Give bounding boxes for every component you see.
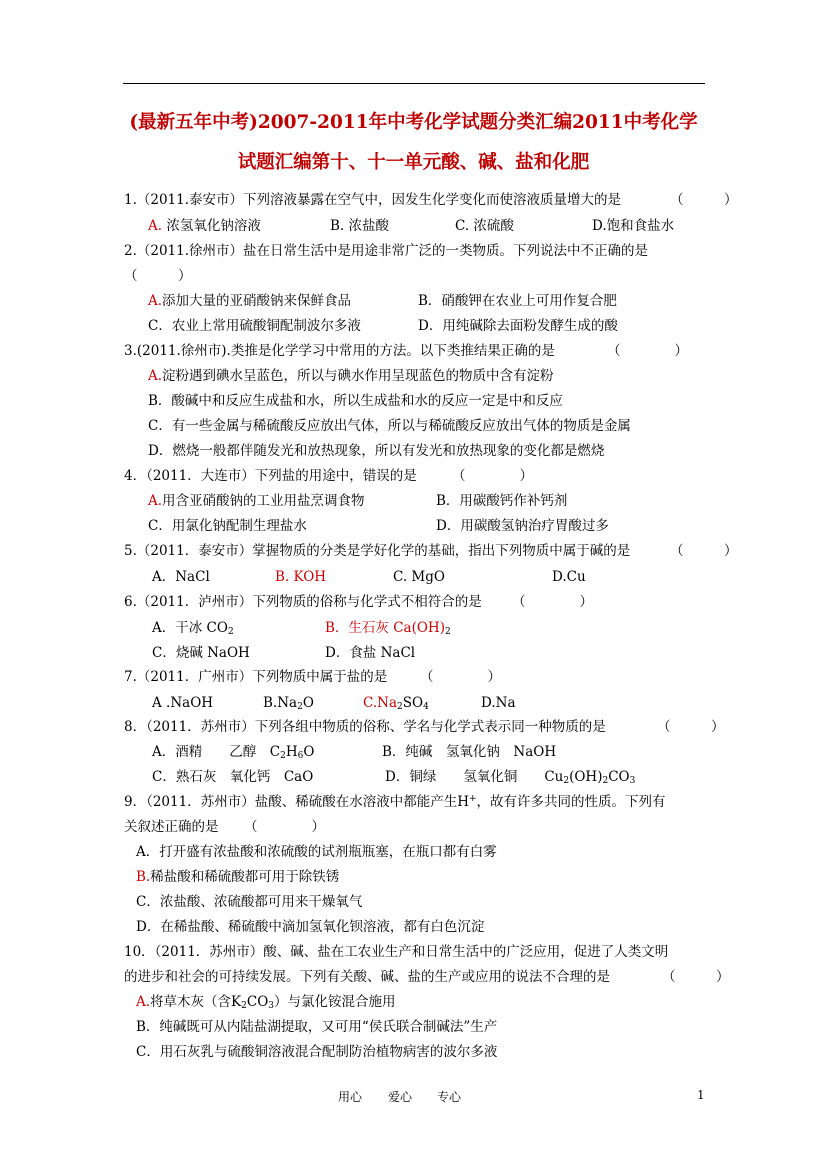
q7-answer-paren: （ ）: [420, 669, 501, 685]
q2-stem: 2.（2011.徐州市）盐在日常生活中是用途非常广泛的一类物质。下列说法中不正确的是: [124, 243, 649, 259]
q10-option-a-sub2: 3: [268, 1001, 275, 1011]
q10-option-c: C．用石灰乳与硫酸铜溶液混合配制防治植物病害的波尔多液: [136, 1044, 498, 1060]
q8-option-d-sub2: 2: [602, 776, 609, 786]
page-title-line-1: (最新五年中考)2007-2011年中考化学试题分类汇编2011中考化学: [129, 112, 698, 133]
q3-option-c: C．有一些金属与稀硫酸反应放出气体，所以与稀硫酸反应放出气体的物质是金属: [148, 418, 631, 434]
q7-option-c-text: C.Na: [363, 695, 398, 711]
q6-option-a: [152, 619, 234, 637]
q3-option-a-letter: A.: [148, 368, 163, 384]
q8-option-a-mid: H: [285, 744, 298, 760]
q2-option-d: D．用纯碱除去面粉发酵生成的酸: [418, 318, 618, 334]
footer-motto-1: 用心: [338, 1090, 363, 1104]
page-number: 1: [697, 1088, 705, 1102]
q3-option-a: [148, 367, 554, 385]
q4-stem: 4．（2011．大连市）下列盐的用途中，错误的是: [124, 468, 417, 484]
q8-option-d-sub3: 3: [629, 776, 636, 786]
q7-option-b: [263, 694, 314, 712]
q5-option-a: A．NaCl: [152, 569, 210, 585]
q6-option-c: C．烧碱 NaOH: [152, 645, 250, 661]
q8-option-d-mid: (OH): [569, 769, 603, 785]
q7-option-b-tail: O: [302, 695, 314, 711]
header-rule: [123, 83, 705, 84]
q4-option-a-letter: A.: [148, 493, 163, 509]
q1-option-a-text: 浓氢氧化钠溶液: [166, 218, 261, 234]
q9-option-b-letter: B.: [136, 869, 151, 885]
q6-option-b: [325, 619, 451, 637]
q7-option-c-sub1: 2: [397, 702, 403, 712]
q9-stem-sup: +: [468, 794, 477, 804]
q1-stem: 1.（2011.泰安市）下列溶液暴露在空气中，因发生化学变化而使溶液质量增大的是: [124, 192, 622, 208]
q9-stem-text: 9．（2011．苏州市）盐酸、稀硫酸在水溶液中都能产生H: [124, 794, 469, 810]
q10-option-a-letter: A.: [136, 994, 151, 1010]
q6-option-d: D．食盐 NaCl: [325, 645, 416, 661]
q7-option-a: A .NaOH: [152, 695, 214, 711]
page-title-line-2: 试题汇编第十、十一单元酸、碱、盐和化肥: [237, 152, 590, 173]
q8-option-a-tail: O: [303, 744, 315, 760]
q6-option-a-sub: 2: [227, 627, 234, 637]
q2-option-c: C．农业上常用硫酸铜配制波尔多液: [148, 318, 361, 334]
q9-option-b-text: 稀盐酸和稀硫酸都可用于除铁锈: [150, 869, 340, 885]
q8-option-a-text: A．酒精 乙醇 C: [152, 744, 281, 760]
q7-option-b-sub: 2: [297, 702, 303, 712]
q8-option-a: [152, 743, 314, 761]
q5-option-b: B. KOH: [275, 569, 327, 585]
q10-option-a-sub1: 2: [241, 1001, 247, 1011]
q8-option-d-tail: CO: [608, 769, 630, 785]
q8-option-d-text: D．铜绿 氢氧化铜 Cu: [385, 769, 564, 785]
q3-option-d: D．燃烧一般都伴随发光和放热现象，所以有发光和放热现象的变化都是燃烧: [148, 443, 605, 459]
q1-option-b: B. 浓盐酸: [330, 218, 390, 234]
q3-option-a-text: 淀粉遇到碘水呈蓝色，所以与碘水作用呈现蓝色的物质中含有淀粉: [162, 368, 554, 384]
q6-option-b-text: B．生石灰 Ca(OH): [325, 620, 445, 636]
q5-answer-paren: （ ）: [670, 543, 738, 559]
q9-option-b: [136, 868, 339, 886]
q3-option-b: B．酸碱中和反应生成盐和水，所以生成盐和水的反应一定是中和反应: [148, 393, 563, 409]
q8-option-c: C．熟石灰 氧化钙 CaO: [152, 769, 314, 785]
q5-stem: 5.（2011．泰安市）掌握物质的分类是学好化学的基础，指出下列物质中属于碱的是: [124, 543, 631, 559]
q8-option-d-sub1: 2: [563, 776, 570, 786]
q4-option-a-text: 用含亚硝酸钠的工业用盐烹调食物: [162, 493, 365, 509]
q9-option-c: C．浓盐酸、浓硫酸都可用来干燥氧气: [136, 894, 363, 910]
q6-stem: 6.（2011．泸州市）下列物质的俗称与化学式不相符合的是: [124, 594, 482, 610]
q10-stem-line-2: 的进步和社会的可持续发展。下列有关酸、碱、盐的生产或应用的说法不合理的是: [124, 969, 610, 985]
q2-option-a-letter: A.: [148, 293, 163, 309]
q2-option-b: B．硝酸钾在农业上可用作复合肥: [418, 293, 617, 309]
q10-option-a-tail: ）与氯化铵混合施用: [274, 994, 396, 1010]
q1-option-a-letter: A.: [148, 218, 163, 234]
q9-stem-line-2: 关叙述正确的是: [124, 819, 219, 835]
q1-option-c: C. 浓硫酸: [455, 218, 514, 234]
q2-option-a: [148, 292, 351, 310]
q4-option-c: C．用氯化钠配制生理盐水: [148, 518, 307, 534]
q9-option-d: D．在稀盐酸、稀硫酸中滴加氢氧化钡溶液，都有白色沉淀: [136, 919, 485, 935]
q4-option-b: B．用碳酸钙作补钙剂: [436, 493, 568, 509]
q7-option-b-text: B.Na: [263, 695, 298, 711]
q6-answer-paren: （ ）: [512, 594, 593, 610]
q9-stem-tail: ，故有许多共同的性质。下列有: [476, 794, 666, 810]
q9-option-a: A．打开盛有浓盐酸和浓硫酸的试剂瓶瓶塞，在瓶口都有白雾: [136, 844, 497, 860]
q10-option-b: B．纯碱既可从内陆盐湖提取，又可用“侯氏联合制碱法”生产: [136, 1019, 498, 1035]
q1-answer-paren: （ ）: [670, 192, 738, 208]
q7-option-c-sub2: 4: [423, 702, 429, 712]
footer-motto-2: 爱心: [388, 1090, 413, 1104]
q8-option-a-sub1: 2: [280, 751, 286, 761]
q7-option-d: D.Na: [481, 695, 516, 711]
q7-stem: 7.（2011．广州市）下列物质中属于盐的是: [124, 669, 388, 685]
q4-option-d: D．用碳酸氢钠治疗胃酸过多: [436, 518, 609, 534]
q8-option-b: B．纯碱 氢氧化钠 NaOH: [382, 744, 557, 760]
q10-option-a-text: 将草木灰（含K: [150, 994, 242, 1010]
footer-motto-3: 专心: [437, 1090, 462, 1104]
q7-option-c: [363, 694, 429, 712]
q5-option-d: D.Cu: [552, 569, 586, 585]
q10-option-a-mid: CO: [246, 994, 269, 1010]
q4-option-a: [148, 492, 365, 510]
q10-answer-paren: （ ）: [662, 969, 730, 985]
q4-answer-paren: （ ）: [452, 468, 533, 484]
q8-answer-paren: （ ）: [657, 719, 725, 735]
q6-option-b-sub: 2: [444, 627, 451, 637]
q8-stem: 8．（2011．苏州市）下列各组中物质的俗称、学名与化学式表示同一种物质的是: [124, 719, 606, 735]
q3-stem: 3.(2011.徐州市).类推是化学学习中常用的方法。以下类推结果正确的是: [124, 343, 555, 359]
q3-answer-paren: （ ）: [607, 343, 688, 359]
q8-option-d: [385, 768, 635, 786]
q9-answer-paren: （ ）: [244, 819, 325, 835]
q6-option-a-text: A．干冰 CO: [152, 620, 228, 636]
q8-option-a-sub2: 6: [297, 751, 304, 761]
q2-option-a-text: 添加大量的亚硝酸钠来保鲜食品: [162, 293, 352, 309]
q5-option-c: C. MgO: [393, 569, 445, 585]
q1-option-a: [148, 217, 261, 235]
q10-stem: 10．（2011．苏州市）酸、碱、盐在工农业生产和日常生活中的广泛应用，促进了人类文明: [124, 944, 669, 960]
q1-option-d: D.饱和食盐水: [592, 218, 675, 234]
q2-answer-paren: （ ）: [124, 268, 192, 284]
q7-option-c-mid: SO: [402, 695, 424, 711]
q9-stem: [124, 793, 666, 811]
q10-option-a: [136, 993, 396, 1011]
